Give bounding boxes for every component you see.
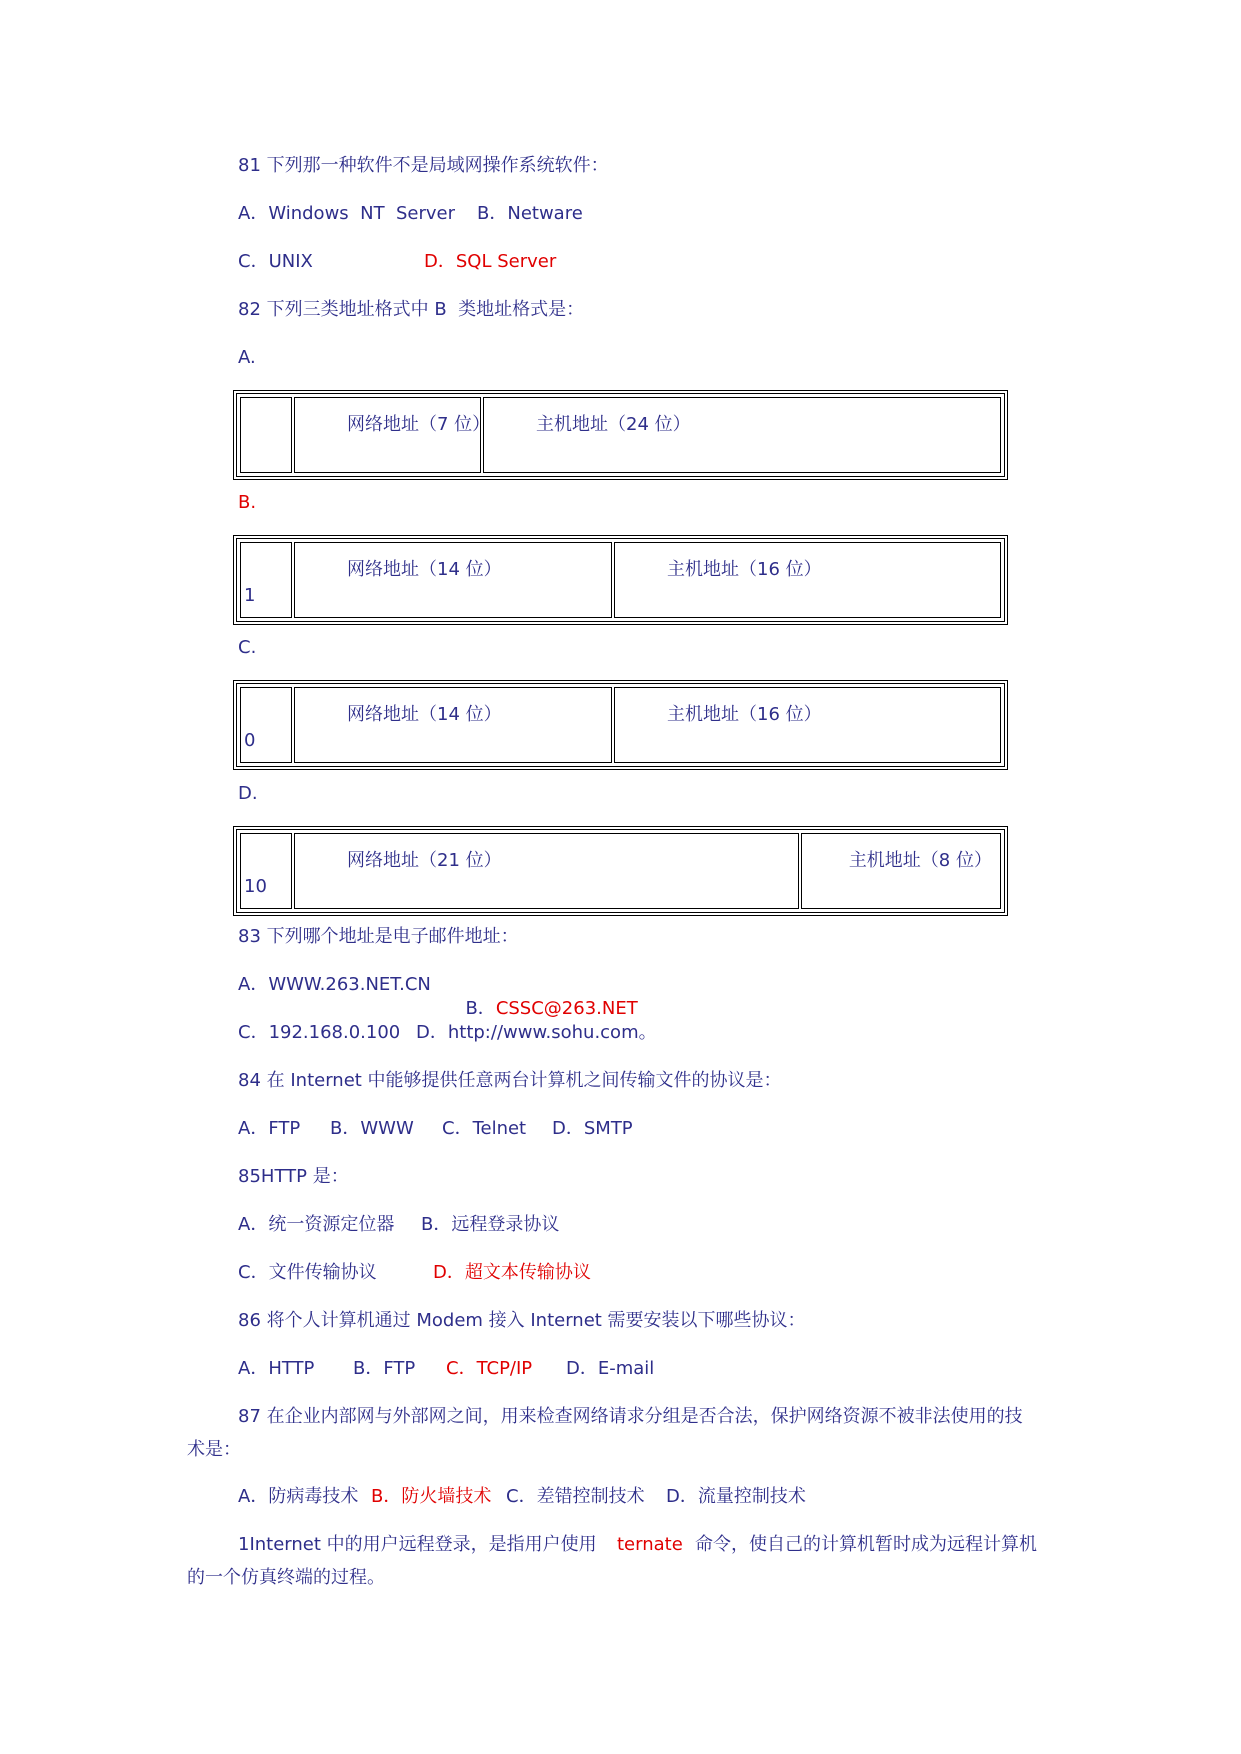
table-c-network-label: 网络地址（14 位） [347, 704, 502, 725]
q87-option-d: D．流量控制技术 [666, 1486, 806, 1507]
q82-table-b [233, 535, 1008, 625]
table-b-host-label: 主机地址（16 位） [667, 559, 822, 580]
q81-option-c: C．UNIX [238, 251, 313, 272]
q81-stem: 81 下列那一种软件不是局域网操作系统软件： [238, 155, 609, 176]
q83-option-a: A．WWW.263.NET.CN [238, 974, 431, 995]
fill1-line2: 的一个仿真终端的过程。 [187, 1567, 385, 1588]
q84-option-d: D．SMTP [552, 1118, 633, 1139]
table-b-host-cell [614, 542, 1001, 618]
table-c-class-bit-cell [240, 687, 292, 763]
q82-label-a: A. [238, 347, 256, 368]
q83-option-c: C．192.168.0.100 [238, 1022, 401, 1043]
q85-option-a: A．统一资源定位器 [238, 1214, 395, 1235]
q84-option-b: B．WWW [330, 1118, 414, 1139]
q87-stem-line2: 术是： [187, 1439, 241, 1460]
q83-option-b [454, 973, 638, 1021]
table-b-class-bit: 1 [244, 585, 256, 606]
table-d-class-bit: 10 [244, 876, 267, 897]
q82-stem: 82 下列三类地址格式中 B 类地址格式是： [238, 299, 585, 320]
q82-table-a [233, 390, 1008, 480]
table-d-host-label: 主机地址（8 位） [848, 850, 992, 871]
table-c-class-bit: 0 [244, 730, 256, 751]
table-d-class-bit-cell [240, 833, 292, 909]
table-a-class-bit-cell [240, 397, 292, 473]
q86-option-c-answer: C．TCP/IP [446, 1358, 533, 1379]
table-d-host-cell [801, 833, 1001, 909]
q84-option-c: C．Telnet [442, 1118, 527, 1139]
q82-label-c: C. [238, 637, 257, 658]
q82-label-b-answer: B. [238, 492, 257, 513]
q86-option-b: B．FTP [353, 1358, 416, 1379]
q86-option-a: A．HTTP [238, 1358, 315, 1379]
table-b-network-label: 网络地址（14 位） [347, 559, 502, 580]
fill1-answer: ternate [617, 1534, 683, 1555]
q81-option-b: B．Netware [477, 203, 583, 224]
table-c-network-cell [294, 687, 612, 763]
q87-stem-line1: 87 在企业内部网与外部网之间，用来检查网络请求分组是否合法，保护网络资源不被非法使用的技 [238, 1406, 1023, 1427]
q83-option-d: D．http://www.sohu.com。 [416, 1022, 657, 1043]
table-d-network-cell [294, 833, 799, 909]
q87-option-b-answer: B．防火墙技术 [371, 1486, 492, 1507]
q87-option-a: A．防病毒技术 [238, 1486, 359, 1507]
q83-stem: 83 下列哪个地址是电子邮件地址： [238, 926, 519, 947]
table-b-class-bit-cell [240, 542, 292, 618]
table-d-network-label: 网络地址（21 位） [347, 850, 502, 871]
q81-option-a: A．Windows NT Server [238, 203, 456, 224]
table-a-network-label: 网络地址（7 位） [347, 414, 491, 435]
table-b-network-cell [294, 542, 612, 618]
q86-stem: 86 将个人计算机通过 Modem 接入 Internet 需要安装以下哪些协议： [238, 1310, 806, 1331]
q82-table-d [233, 826, 1008, 916]
q86-option-d: D．E-mail [566, 1358, 655, 1379]
table-a-host-cell [483, 397, 1001, 473]
q84-stem: 84 在 Internet 中能够提供任意两台计算机之间传输文件的协议是： [238, 1070, 782, 1091]
table-a-host-label: 主机地址（24 位） [536, 414, 691, 435]
table-a-network-cell [294, 397, 491, 473]
q85-option-b: B．远程登录协议 [421, 1214, 560, 1235]
fill1-prefix: 1Internet 中的用户远程登录，是指用户使用 [238, 1534, 597, 1555]
fill1-suffix: 命令，使自己的计算机暂时成为远程计算机 [695, 1534, 1037, 1555]
q85-stem: 85HTTP 是： [238, 1166, 349, 1187]
q84-option-a: A．FTP [238, 1118, 301, 1139]
q87-option-c: C．差错控制技术 [506, 1486, 645, 1507]
table-c-host-cell [614, 687, 1001, 763]
q85-option-c: C．文件传输协议 [238, 1262, 377, 1283]
q82-table-c [233, 680, 1008, 770]
q85-option-d-answer: D．超文本传输协议 [433, 1262, 591, 1283]
table-c-host-label: 主机地址（16 位） [667, 704, 822, 725]
q82-label-d: D. [238, 783, 258, 804]
q83-option-b-answer: CSSC@263.NET [495, 998, 638, 1019]
q83-option-b-label: B． [465, 998, 496, 1019]
q81-option-d-answer: D．SQL Server [424, 251, 557, 272]
